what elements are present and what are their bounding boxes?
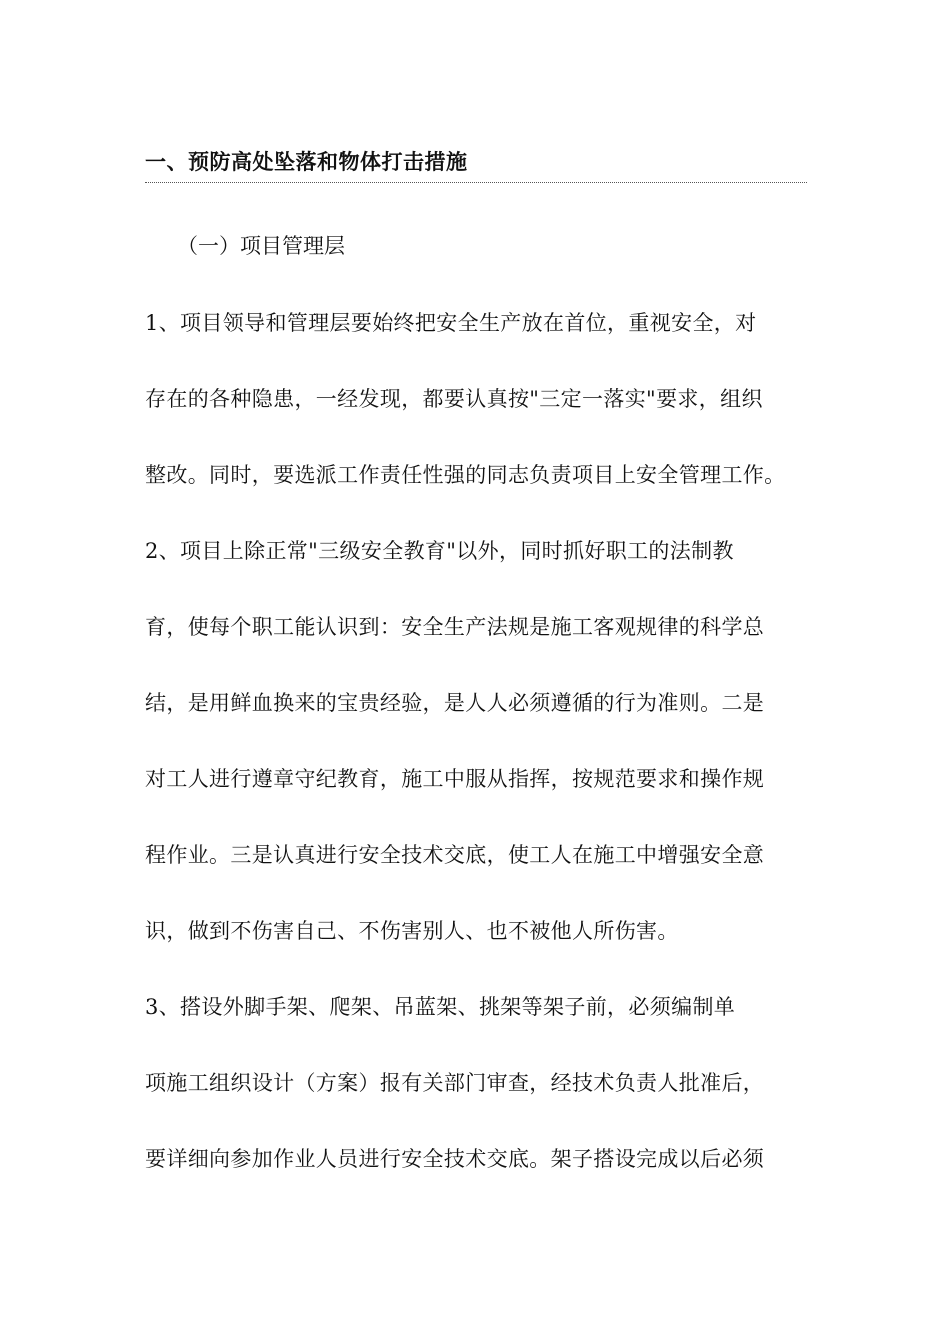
paragraph-line: 整改。同时，要选派工作责任性强的同志负责项目上安全管理工作。 bbox=[145, 463, 786, 487]
paragraph-line: 结，是用鲜血换来的宝贵经验，是人人必须遵循的行为准则。二是 bbox=[145, 691, 765, 715]
paragraph-line: 3、搭设外脚手架、爬架、吊蓝架、挑架等架子前，必须编制单 bbox=[145, 995, 736, 1019]
subsection-heading: （一）项目管理层 bbox=[177, 234, 345, 258]
paragraph-line: 2、项目上除正常"三级安全教育"以外，同时抓好职工的法制教 bbox=[145, 539, 734, 563]
paragraph-line: 存在的各种隐患，一经发现，都要认真按"三定一落实"要求，组织 bbox=[145, 387, 763, 411]
section-heading: 一、预防高处坠落和物体打击措施 bbox=[145, 149, 468, 174]
paragraph-line: 要详细向参加作业人员进行安全技术交底。架子搭设完成以后必须 bbox=[145, 1147, 765, 1171]
paragraph-line: 育，使每个职工能认识到：安全生产法规是施工客观规律的科学总 bbox=[145, 615, 765, 639]
paragraph-line: 程作业。三是认真进行安全技术交底，使工人在施工中增强安全意 bbox=[145, 843, 765, 867]
paragraph-line: 1、项目领导和管理层要始终把安全生产放在首位，重视安全，对 bbox=[145, 311, 757, 335]
paragraph-line: 对工人进行遵章守纪教育，施工中服从指挥，按规范要求和操作规 bbox=[145, 767, 765, 791]
heading-divider bbox=[145, 182, 807, 183]
paragraph-line: 识，做到不伤害自己、不伤害别人、也不被他人所伤害。 bbox=[145, 919, 679, 943]
paragraph-line: 项施工组织设计（方案）报有关部门审查，经技术负责人批准后， bbox=[145, 1071, 765, 1095]
